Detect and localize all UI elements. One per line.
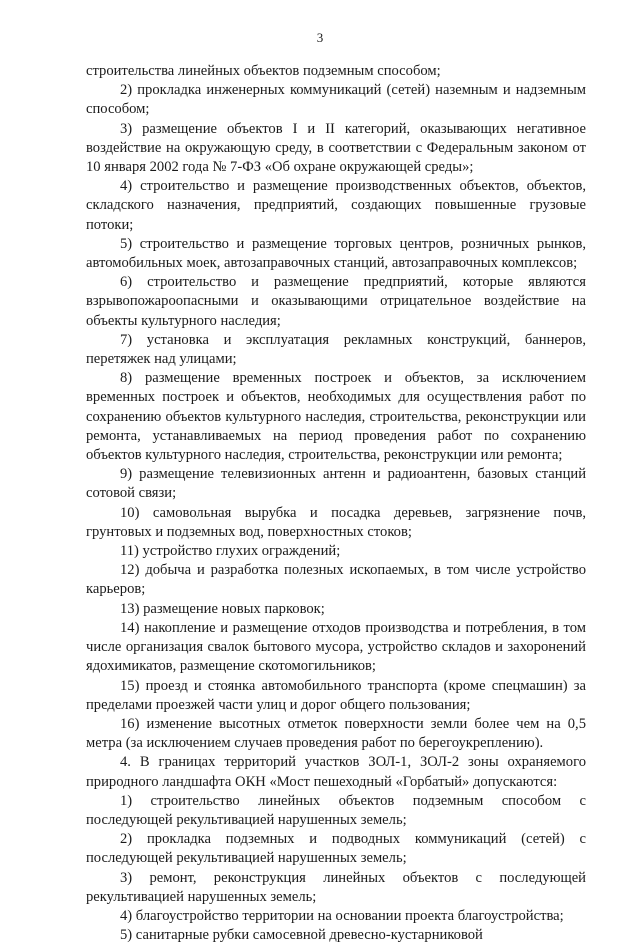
list-item-12: 12) добыча и разработка полезных ископаемых, в том числе устройство карьеров; [86,562,586,598]
list-item-16: 16) изменение высотных отметок поверхности земли более чем на 0,5 метра (за исключением случаев проведения работ по берегоукреплению). [86,715,586,752]
list-item-13: 13) размещение новых парковок; [120,600,325,617]
list-item-8: 8) размещение временных построек и объектов, за исключением временных построек и объектов, необходимых для осуществления работ по сохранению объектов культурного наследия, строительства, реконструкции или ремонта, устанавливаемых на период проведения работ по сохранению объектов культурного наследия, строительства, реконструкции или ремонта; [86,370,586,464]
list-item-3: 3) размещение объектов I и II категорий, оказывающих негативное воздействие на окружающую среду, в соответствии с Федеральным законом от 10 января 2002 года № 7-ФЗ «Об охране окружающей среды»; [86,120,586,176]
list-item-9: 9) размещение телевизионных антенн и радиоантенн, базовых станций сотовой связи; [86,466,586,502]
allowed-item-1: 1) строительство линейных объектов подземным способом с последующей рекультивацией нарушенных земель; [86,792,586,828]
list-item-11: 11) устройство глухих ограждений; [120,543,341,560]
allowed-item-4: 4) благоустройство территории на основании проекта благоустройства; [120,907,564,924]
list-item-7: 7) установка и эксплуатация рекламных конструкций, баннеров, перетяжек над улицами; [86,331,586,368]
list-item-14: 14) накопление и размещение отходов производства и потребления, в том числе организация свалок бытового мусора, устройство складов и захоронений ядохимикатов, размещение скотомогильников; [86,619,586,675]
allowed-item-2: 2) прокладка подземных и подводных коммуникаций (сетей) с последующей рекультивацией нарушенных земель; [86,831,586,867]
list-item-15: 15) проезд и стоянка автомобильного транспорта (кроме спецмашин) за пределами проезжей части улиц и дорог общего пользования; [86,677,586,713]
paragraph-continuation: строительства линейных объектов подземным способом; [86,63,441,79]
list-item-5: 5) строительство и размещение торговых центров, розничных рынков, автомобильных моек, автозаправочных станций, автозаправочных комплексов; [86,235,586,272]
list-item-6: 6) строительство и размещение предприятий, которые являются взрывопожароопасными и оказывающими отрицательное воздействие на объекты культурного наследия; [86,274,586,329]
list-item-2: 2) прокладка инженерных коммуникаций (сетей) наземным и надземным способом; [86,82,586,118]
allowed-item-5: 5) санитарные рубки самосевной древесно-кустарниковой [120,927,483,944]
list-item-10: 10) самовольная вырубка и посадка деревьев, загрязнение почв, грунтовых и подземных вод, поверхностных стоков; [86,504,586,540]
page-number: 3 [316,30,324,45]
document-body [86,62,586,945]
list-item-4: 4) строительство и размещение производственных объектов, объектов, складского назначения, предприятий, создающих повышенные грузовые потоки; [86,178,586,233]
section-4-paragraph: 4. В границах территорий участков ЗОЛ-1, ЗОЛ-2 зоны охраняемого природного ландшафта ОКН «Мост пешеходный «Горбатый» допускаются: [86,754,586,790]
allowed-item-3: 3) ремонт, реконструкция линейных объектов с последующей рекультивацией нарушенных земель; [86,869,586,905]
